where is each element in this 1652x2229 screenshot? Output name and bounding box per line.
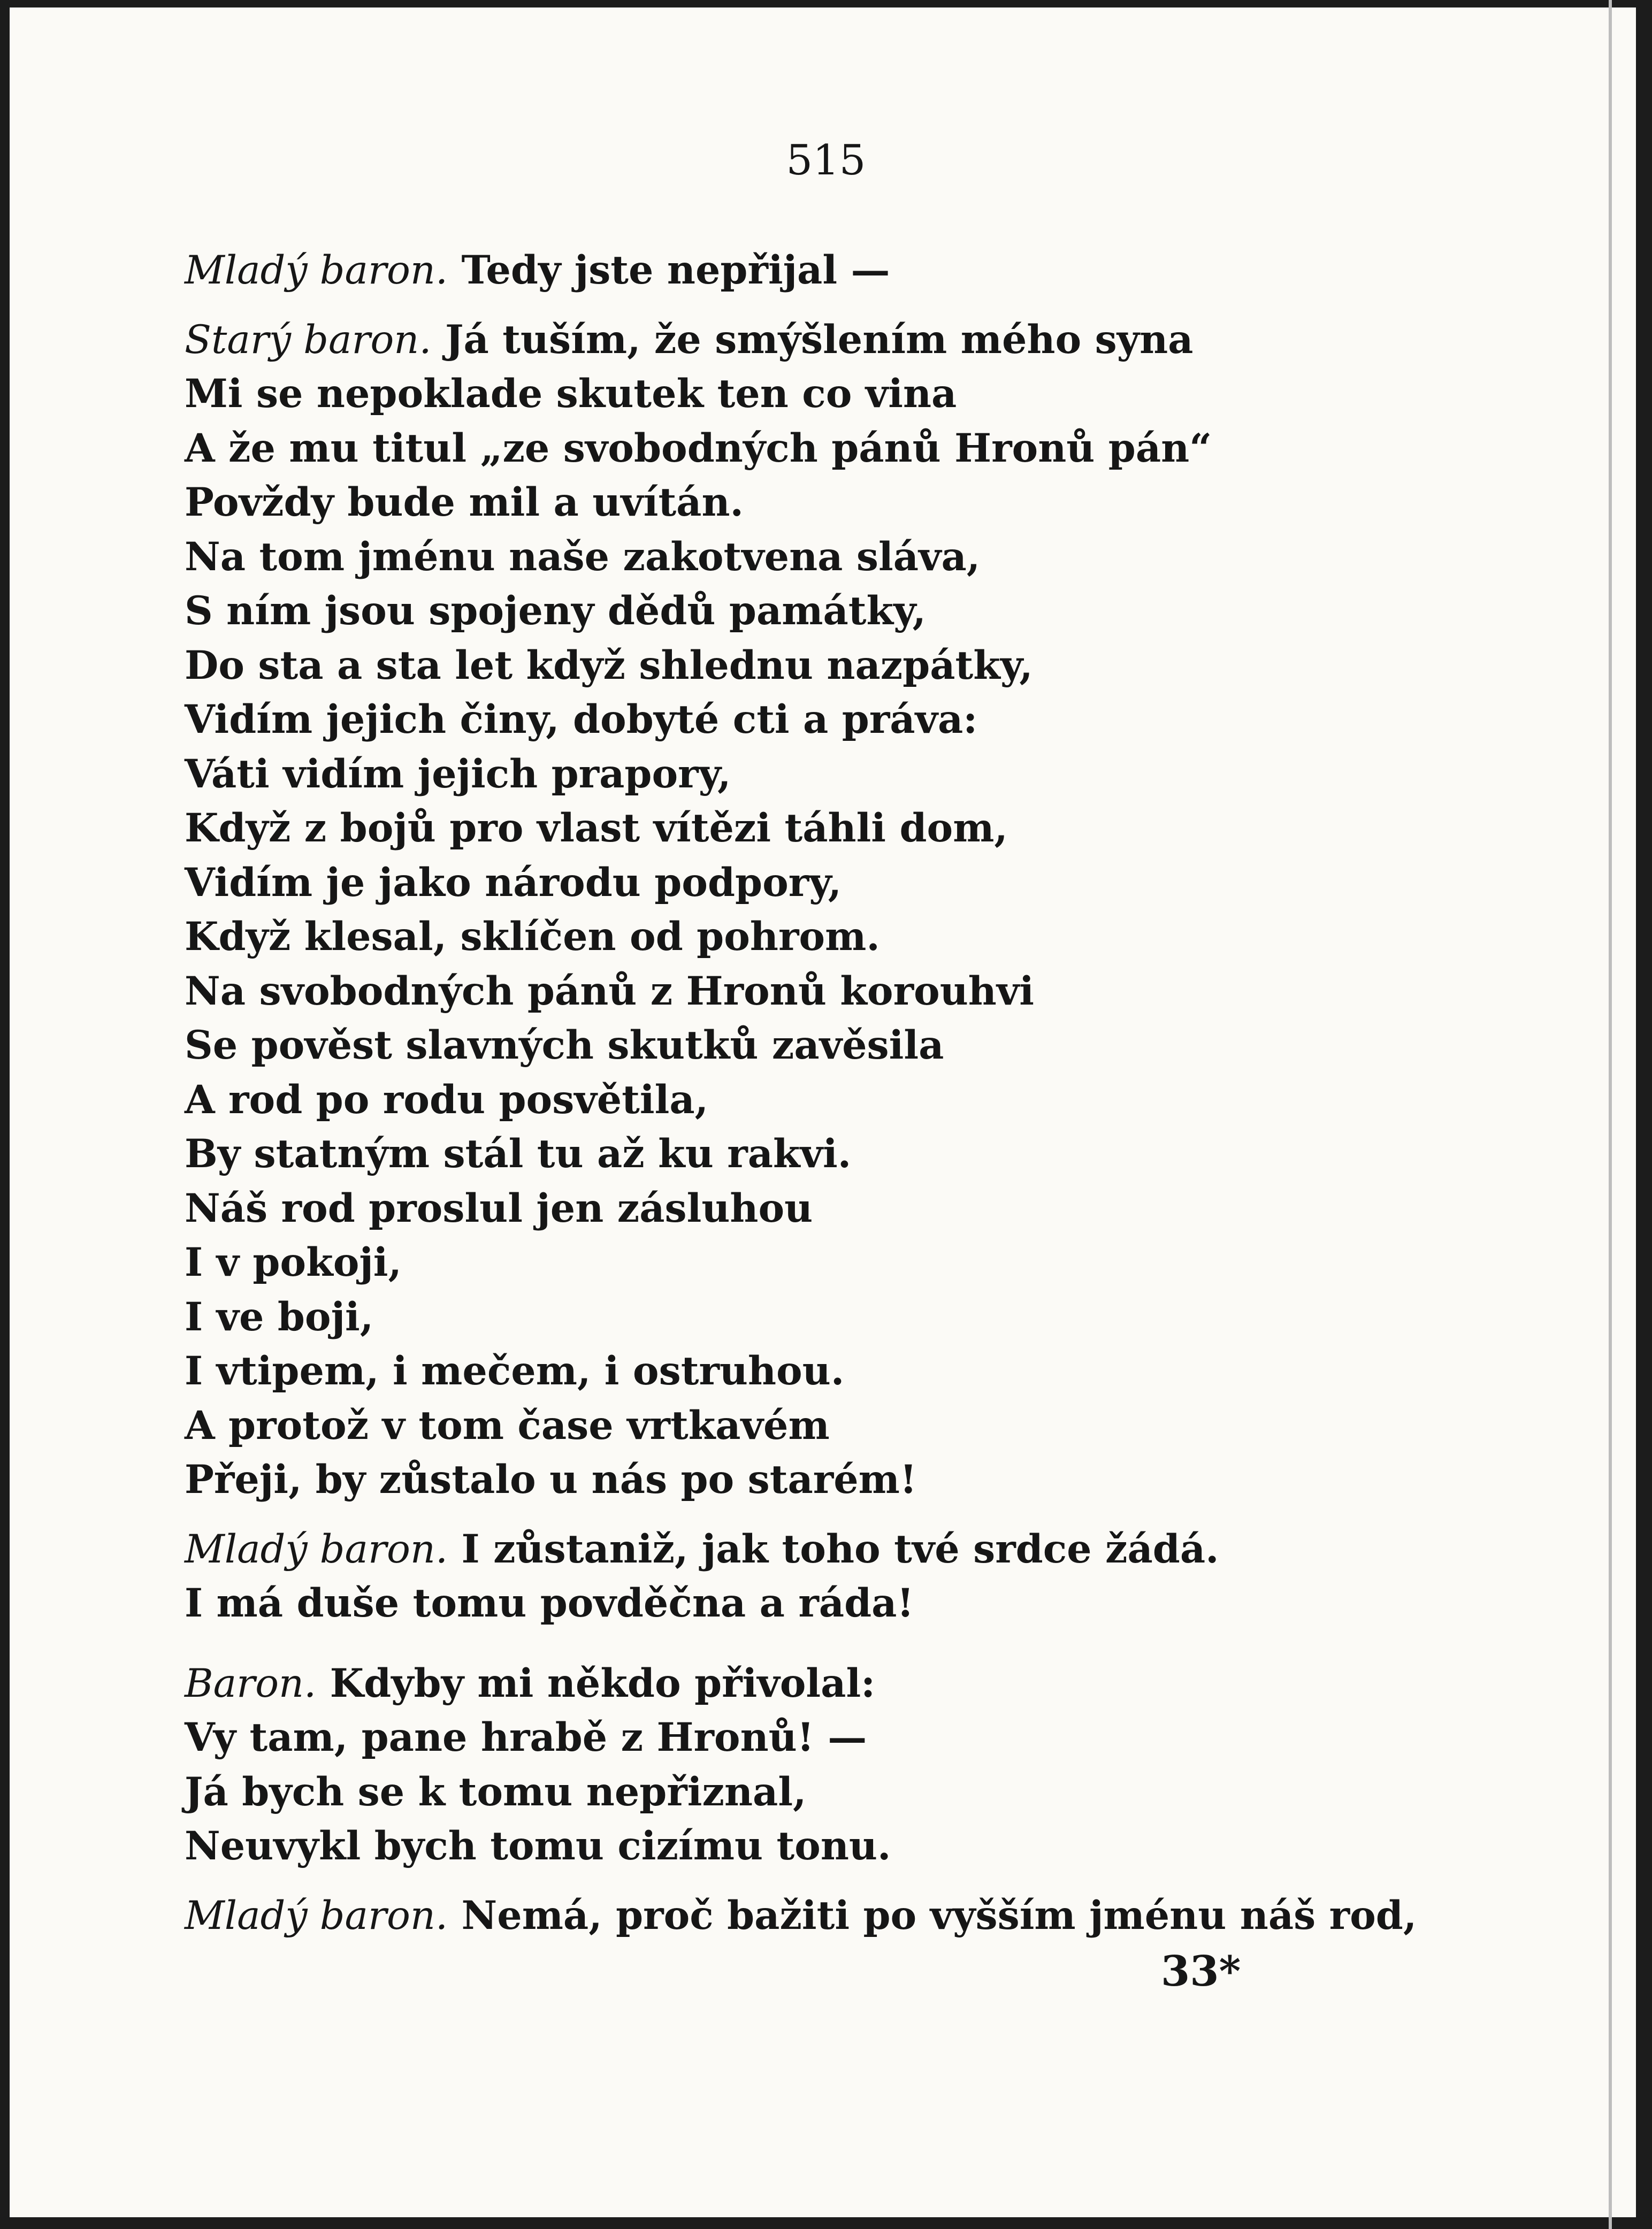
text-line xyxy=(185,1073,1417,1128)
text-line xyxy=(185,1576,1417,1631)
line-text: I ve boji, xyxy=(185,1293,374,1340)
text-line xyxy=(185,1344,1417,1399)
text-line xyxy=(185,1399,1417,1453)
line-text: Vy tam, pane hrabě z Hronů! — xyxy=(185,1714,867,1760)
text-line xyxy=(185,1453,1417,1507)
text-line xyxy=(185,910,1417,964)
text-line xyxy=(185,422,1417,476)
line-text: Do sta a sta let když shlednu nazpátky, xyxy=(185,642,1033,688)
scan-border-bottom xyxy=(0,2217,1652,2229)
line-text: Když z bojů pro vlast vítězi táhli dom, xyxy=(185,805,1008,851)
text-line xyxy=(185,1018,1417,1073)
speaker-label: Baron. xyxy=(185,1660,317,1706)
poem-text xyxy=(185,243,1417,1943)
text-line xyxy=(185,747,1417,802)
line-text: S ním jsou spojeny dědů památky, xyxy=(185,588,926,634)
text-line xyxy=(185,1182,1417,1236)
line-text: Vidím je jako národu podpory, xyxy=(185,859,842,906)
line-text: Kdyby mi někdo přivolal: xyxy=(316,1660,876,1706)
speaker-label: Mladý baron. xyxy=(185,248,448,293)
line-text: I zůstaniž, jak toho tvé srdce žádá. xyxy=(448,1526,1219,1572)
line-text: Neuvykl bych tomu cizímu tonu. xyxy=(185,1823,891,1869)
scan-border-top xyxy=(0,0,1652,7)
text-line xyxy=(185,313,1417,367)
line-text: I vtipem, i mečem, i ostruhou. xyxy=(185,1348,845,1394)
text-line xyxy=(185,964,1417,1019)
speaker-label: Starý baron. xyxy=(185,317,432,363)
line-text: Mi se nepoklade skutek ten co vina xyxy=(185,371,957,417)
line-text: A protož v tom čase vrtkavém xyxy=(185,1402,830,1449)
text-line xyxy=(185,1657,1417,1711)
line-text: Tedy jste nepřijal — xyxy=(448,247,890,293)
line-text: Když klesal, sklíčen od pohrom. xyxy=(185,914,880,960)
line-text: Váti vidím jejich prapory, xyxy=(185,750,731,797)
line-text: Náš rod proslul jen zásluhou xyxy=(185,1185,813,1231)
signature-mark: 33* xyxy=(1161,1947,1241,1996)
line-text: Já bych se k tomu nepřiznal, xyxy=(185,1768,807,1815)
line-text: Na svobodných pánů z Hronů korouhvi xyxy=(185,968,1035,1014)
line-text: Na tom jménu naše zakotvena sláva, xyxy=(185,533,981,580)
text-line xyxy=(185,1522,1417,1577)
scan-border-left xyxy=(0,0,10,2229)
text-line xyxy=(185,476,1417,530)
speaker-label: Mladý baron. xyxy=(185,1893,448,1939)
text-line xyxy=(185,1127,1417,1182)
page-number: 515 xyxy=(786,136,866,185)
text-line xyxy=(185,584,1417,639)
text-line xyxy=(185,530,1417,585)
line-text: By statným stál tu až ku rakvi. xyxy=(185,1131,852,1177)
text-line xyxy=(185,693,1417,747)
speaker-label: Mladý baron. xyxy=(185,1526,448,1572)
text-line xyxy=(185,1765,1417,1820)
text-line xyxy=(185,639,1417,693)
text-line xyxy=(185,243,1417,298)
text-line xyxy=(185,1711,1417,1765)
text-line xyxy=(185,1290,1417,1345)
line-text: Přeji, by zůstalo u nás po starém! xyxy=(185,1457,917,1503)
line-text: A že mu titul „ze svobodných pánů Hronů pán“ xyxy=(185,425,1212,471)
scan-border-right xyxy=(1636,0,1652,2229)
text-line xyxy=(185,856,1417,910)
text-line xyxy=(185,367,1417,422)
text-line xyxy=(185,1889,1417,1943)
line-text: Nemá, proč bažiti po vyšším jménu náš rod, xyxy=(448,1892,1417,1939)
text-line xyxy=(185,801,1417,856)
line-text: I v pokoji, xyxy=(185,1239,402,1285)
line-text: Vidím jejich činy, dobyté cti a práva: xyxy=(185,696,978,742)
line-text: Já tuším, že smýšlením mého syna xyxy=(431,316,1194,363)
text-line xyxy=(185,1236,1417,1290)
page-edge-shadow xyxy=(1609,0,1612,2229)
line-text: I má duše tomu povděčna a ráda! xyxy=(185,1580,914,1626)
line-text: Povždy bude mil a uvítán. xyxy=(185,479,744,525)
text-line xyxy=(185,1819,1417,1874)
line-text: A rod po rodu posvětila, xyxy=(185,1076,709,1123)
line-text: Se pověst slavných skutků zavěsila xyxy=(185,1022,944,1068)
